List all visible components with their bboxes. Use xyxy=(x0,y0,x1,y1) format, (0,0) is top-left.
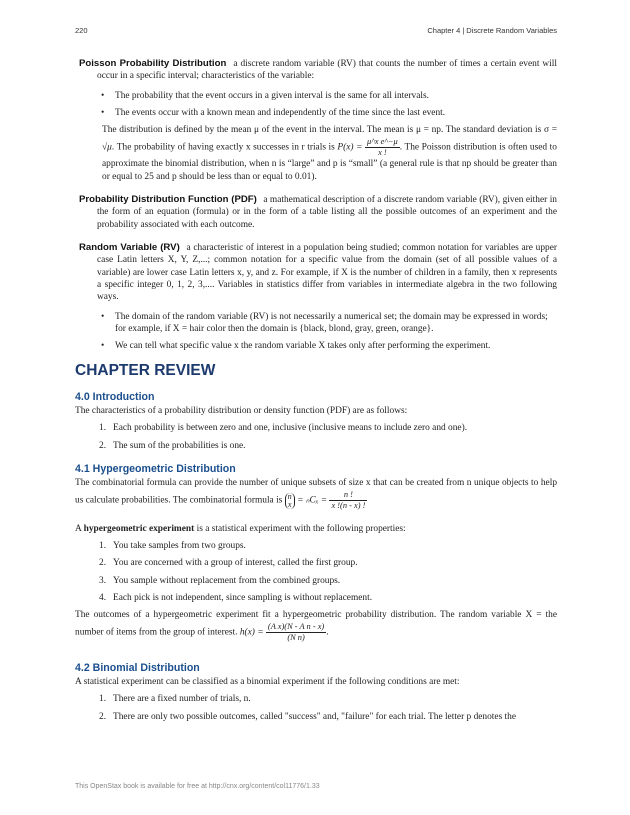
list-item xyxy=(99,557,557,569)
page-body xyxy=(75,58,557,728)
running-header xyxy=(427,26,557,35)
glossary-term: Poisson Probability Distribution xyxy=(79,58,227,69)
combinatorial-text-1: The combinatorial formula can provide the number of unique subsets of size x that can be created from n unique objects to xyxy=(75,478,539,489)
ncx-equation: = ₙCₓ = xyxy=(297,495,328,506)
frac-numerator: n ! xyxy=(329,490,367,501)
glossary-term: Random Variable (RV) xyxy=(79,242,180,254)
chapter-title: Discrete Random Variables xyxy=(466,26,557,35)
glossary-entry-pdf xyxy=(79,194,557,231)
bold-term: hypergeometric experiment xyxy=(83,524,195,535)
glossary-definition: a mathematical description of a discrete random variable (RV), given either in the form of an equation (formula) or in the form of a table listing all the possible outcomes of an experiment and the probability associated with each outcome. xyxy=(97,195,557,230)
list-item xyxy=(99,540,557,552)
list-item: • The events occur with a known mean and independently of the time since the last event. xyxy=(101,107,557,119)
hx-denominator: (N n) xyxy=(287,633,305,643)
poisson-sd-text: is σ = xyxy=(535,125,557,136)
page-footer: This OpenStax book is available for free at http://cnx.org/content/col11776/1.33 xyxy=(75,783,320,790)
item-text: Each pick is not independent, since sampling is without replacement. xyxy=(113,592,373,603)
poisson-mean-text: The distribution is defined by the mean μ of the event in the interval. The mean is μ = np. The standard deviation xyxy=(102,125,533,136)
combinatorial-para xyxy=(75,477,557,511)
poisson-prob-text: . The probability of having exactly x successes in r trials is xyxy=(111,142,335,153)
glossary-entry-rv xyxy=(79,242,557,303)
text-b: is a statistical experiment with the following properties: xyxy=(196,524,406,535)
outcome-text-2: number of items from the group of interest. xyxy=(75,627,238,638)
list-item xyxy=(99,711,557,723)
item-text: You are concerned with a group of interest, called the first group. xyxy=(113,558,358,569)
item-number: 2. xyxy=(99,711,107,722)
item-number: 1. xyxy=(99,694,107,705)
pmf-numerator: μ^x e^−μ xyxy=(367,137,398,147)
hx-numerator: (A x)(N - A n - x) xyxy=(267,622,325,632)
hx-fraction xyxy=(266,622,326,643)
item-number: 2. xyxy=(99,440,107,451)
glossary-entry-poisson xyxy=(79,58,557,83)
hx-lhs: h(x) = xyxy=(239,627,264,638)
binom-top: n xyxy=(287,491,292,501)
item-number: 1. xyxy=(99,423,107,434)
binomial-list xyxy=(99,693,557,723)
section-heading-intro: 4.0 Introduction xyxy=(75,391,155,404)
combination-fraction xyxy=(329,490,367,511)
combinatorial-text-2: help us calculate probabilities. The combinatorial formula is xyxy=(75,478,558,506)
item-text: There are only two possible outcomes, called "success" and, "failure" for each trial. The letter p denotes the xyxy=(113,711,517,722)
poisson-approx-text: often used to approximate the binomial distribution, when n is “large” and p is “small” (a general rule is that np should be greater than or equal to 25 and p should be less than or equal to 0.01). xyxy=(102,142,557,183)
pmf-fraction xyxy=(365,137,400,158)
binomial-coefficient xyxy=(285,493,295,509)
item-text: Each probability is between zero and one, inclusive (inclusive means to include zero and one). xyxy=(113,423,468,434)
intro-list xyxy=(99,422,557,452)
page-number: 220 xyxy=(75,26,88,35)
list-item xyxy=(99,575,557,587)
sqrt-mu: √μ xyxy=(102,142,112,153)
glossary-definition: a characteristic of interest in a population being studied; common notation for variables are upper case Latin letters X, Y, Z,...; common notation for a specific value from the domain (set of all possible values of a variable) are lower case Latin letters x, y, and z. For example, if X is the number of children in a family, then x represents a specific integer 0, 1, 2, 3,.... Variables in statistics differ from variables in intermediate algebra in the two following ways. xyxy=(97,243,557,303)
hyper-properties-list xyxy=(99,540,557,604)
binom-bottom: x xyxy=(287,499,292,509)
binomial-text: A statistical experiment can be classified as a binomial experiment if the following conditions are met: xyxy=(75,677,460,688)
item-text: You take samples from two groups. xyxy=(113,541,246,552)
item-number: 4. xyxy=(99,592,107,603)
list-item xyxy=(99,693,557,705)
chapter-label: Chapter 4 xyxy=(427,26,461,35)
item-number: 1. xyxy=(99,541,107,552)
poisson-bullets xyxy=(101,90,557,120)
list-item: • We can tell what specific value x the random variable X takes only after performing the experiment. xyxy=(101,340,557,352)
frac-denominator: x !(n - x) ! xyxy=(331,501,366,511)
section-heading-binomial: 4.2 Binomial Distribution xyxy=(75,662,200,675)
chapter-review-heading: CHAPTER REVIEW xyxy=(75,362,216,380)
intro-text: The characteristics of a probability distribution or density function (PDF) are as follows: xyxy=(75,406,408,417)
list-item xyxy=(99,592,557,604)
pmf-lhs: P(x) = xyxy=(337,142,363,153)
hyper-experiment-intro xyxy=(75,523,557,536)
glossary-term: Probability Distribution Function (PDF) xyxy=(79,194,257,206)
header-separator: | xyxy=(462,26,465,35)
rv-bullets xyxy=(101,311,557,353)
poisson-para xyxy=(102,124,557,184)
item-text: The sum of the probabilities is one. xyxy=(113,440,246,451)
text-a: A xyxy=(75,524,82,535)
pmf-denominator: x ! xyxy=(378,148,387,158)
item-number: 3. xyxy=(99,575,107,586)
list-item xyxy=(99,422,557,434)
list-item: • The domain of the random variable (RV) is not necessarily a numerical set; the domain may be expressed in words; for example, if X = hair color then the domain is {black, blond, gray, green, orange}. xyxy=(101,311,557,336)
list-item: • The probability that the event occurs in a given interval is the same for all intervals. xyxy=(101,90,557,102)
glossary-definition: a discrete random variable (RV) that counts the number of times a certain event will occur in a specific interval; characteristics of the variable: xyxy=(97,59,557,82)
outcome-text-1: The outcomes of a hypergeometric experiment fit a hypergeometric probability distribution. The random variable X = the xyxy=(75,610,557,621)
item-text: There are a fixed number of trials, n. xyxy=(113,694,251,705)
hyper-outcome-para: The outcomes of a hypergeometric experiment fit a hypergeometric probability distribution. The random variable X = the number of items from the group of interest. h(x) = $\frac{\text{(A x)(N - A n - x)}}{\text{(N n)}}$ . xyxy=(75,610,557,643)
poisson-often-text: . The Poisson distribution is xyxy=(399,142,506,153)
section-heading-hypergeometric: 4.1 Hypergeometric Distribution xyxy=(75,463,236,476)
item-number: 2. xyxy=(99,558,107,569)
list-item xyxy=(99,440,557,452)
item-text: You sample without replacement from the combined groups. xyxy=(113,575,341,586)
